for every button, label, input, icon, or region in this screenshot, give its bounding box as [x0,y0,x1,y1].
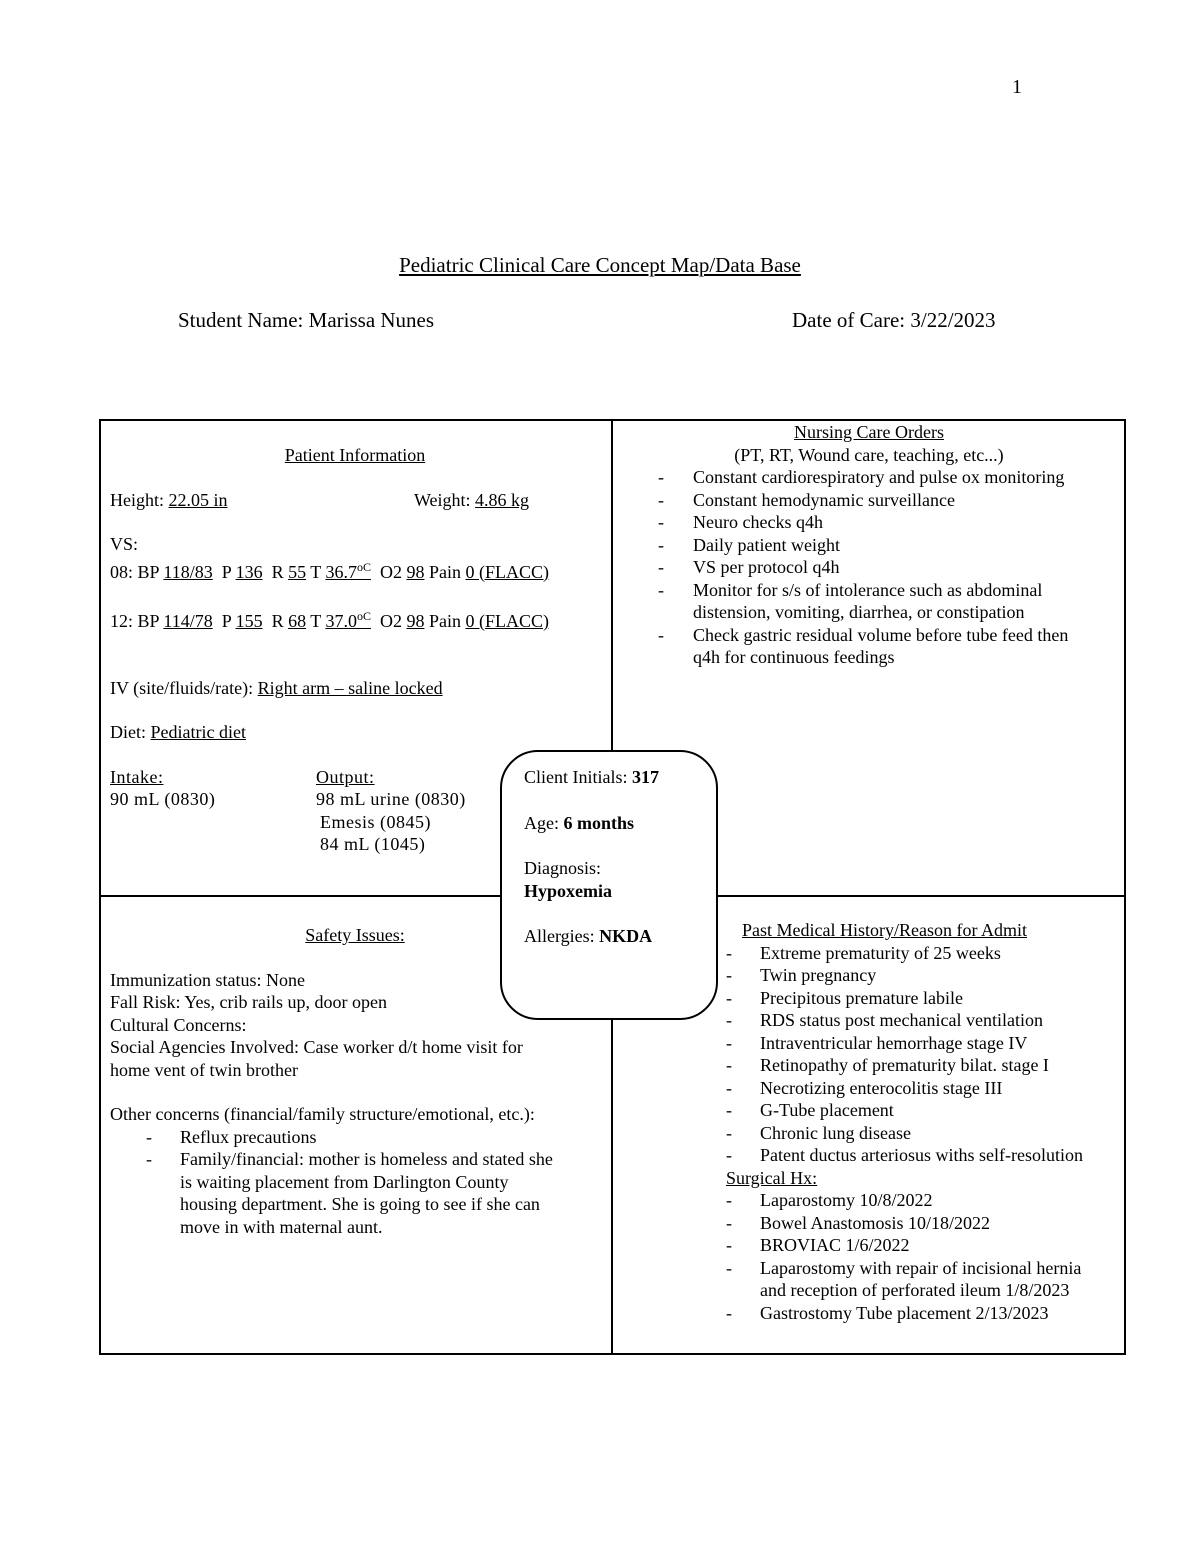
vitals-row-1200: 12: BP 114/78 P 155 R 68 T $37.0^{oC}$ O2 98 Pain 0 (FLACC) [110,609,549,631]
client-diagnosis-value: Hypoxemia [524,880,612,901]
list-item-text: Neuro checks q4h [693,512,823,532]
vitals-resp: 68 [288,611,307,631]
list-item: - Laparostomy with repair of incisional hernia and reception of perforated ileum 1/8/2023 [726,1257,1122,1302]
output-label: Output: [316,766,375,787]
list-item: - Check gastric residual volume before tube feed then q4h for continuous feedings [658,624,1123,669]
height-weight-row [110,489,600,512]
weight [414,489,529,512]
list-item-text: RDS status post mechanical ventilation [760,1010,1043,1030]
vitals-o2: 98 [406,611,425,631]
date-of-care [792,308,996,333]
list-item-text: Intraventricular hemorrhage stage IV [760,1032,1028,1053]
diet-label: Diet: [110,722,146,742]
output-line: Emesis (0845) [320,811,431,832]
client-allergies [524,925,716,948]
list-item: - Twin pregnancy [726,964,1122,987]
intake-line: 90 mL (0830) [110,789,216,809]
student-name-value: Marissa Nunes [308,308,435,332]
list-item-text: Family/financial: mother is homeless and stated she [180,1149,553,1169]
weight-label: Weight: [414,489,471,510]
vitals-pulse: 155 [235,611,263,631]
list-item: - Constant hemodynamic surveillance [658,489,1123,512]
page-title: Pediatric Clinical Care Concept Map/Data Base [399,253,801,277]
student-name [178,308,434,333]
weight-value: 4.86 kg [475,489,530,510]
list-item-text: Bowel Anastomosis 10/18/2022 [760,1212,991,1233]
other-concerns-label: Other concerns (financial/family structure/emotional, etc.): [110,1104,535,1124]
client-diagnosis-label: Diagnosis: [524,858,602,878]
list-item-text: Reflux precautions [180,1126,317,1147]
diet-value: Pediatric diet [150,722,246,742]
list-item: - Daily patient weight [658,534,1123,557]
list-item: - Neuro checks q4h [658,511,1123,534]
list-item-text: housing department. She is going to see if she can [180,1194,540,1214]
list-item: - Bowel Anastomosis 10/18/2022 [726,1212,1122,1235]
output [316,766,466,856]
list-item-text: Gastrostomy Tube placement 2/13/2023 [760,1302,1049,1323]
list-item-text: Precipitous premature labile [760,987,963,1008]
list-item-text: Laparostomy with repair of incisional hernia [760,1257,1082,1278]
list-item: - Necrotizing enterocolitis stage III [726,1077,1122,1100]
vitals-temp: 37.0 [325,611,357,631]
list-item: - Laparostomy 10/8/2022 [726,1189,1122,1212]
output-line: 84 mL (1045) [320,834,426,854]
client-age [524,812,716,835]
vitals-bp: 114/78 [163,611,213,631]
list-item: - Intraventricular hemorrhage stage IV [726,1032,1122,1055]
nursing-orders-section [615,421,1123,669]
list-item: - Precipitous premature labile [726,987,1122,1010]
list-item-text: q4h for continuous feedings [693,647,895,667]
history-section [726,919,1122,1324]
list-item-text: Twin pregnancy [760,965,877,985]
vitals-pain: 0 (FLACC) [465,561,549,582]
list-item: - Chronic lung disease [726,1122,1122,1145]
vitals-row-0800: 08: BP 118/83 P 136 R 55 T $36.7^{oC}$ O2 98 Pain 0 (FLACC) [110,559,549,582]
client-age-value: 6 months [563,812,635,833]
list-item-text: Daily patient weight [693,534,840,555]
vitals-resp: 55 [288,561,307,582]
iv-label: IV (site/fluids/rate): [110,677,254,698]
list-item: - Extreme prematurity of 25 weeks [726,942,1122,965]
list-item: - Retinopathy of prematurity bilat. stage I [726,1054,1122,1077]
surgical-hx-label: Surgical Hx: [726,1167,818,1188]
list-item-text: distension, vomiting, diarrhea, or constipation [693,602,1025,622]
date-of-care-label: Date of Care: [792,308,906,332]
client-info-box [500,750,718,1020]
surgical-hx-list [726,1189,1122,1324]
safety-line: home vent of twin brother [110,1059,298,1080]
list-item-text: Retinopathy of prematurity bilat. stage I [760,1055,1049,1075]
nursing-orders-subheading: (PT, RT, Wound care, teaching, etc...) [734,444,1004,465]
height-label: Height: [110,489,164,510]
vitals-bp: 118/83 [163,561,213,582]
history-list [726,942,1122,1167]
list-item: - Reflux precautions [146,1126,605,1149]
safety-line: Cultural Concerns: [110,1014,247,1035]
vitals-pulse: 136 [235,561,263,582]
list-item: - Constant cardiorespiratory and pulse ox monitoring [658,466,1123,489]
height-value: 22.05 in [168,489,228,510]
vitals-pain: 0 (FLACC) [465,611,549,631]
list-item: - G-Tube placement [726,1099,1122,1122]
list-item-text: Extreme prematurity of 25 weeks [760,942,1001,963]
student-name-label: Student Name: [178,308,304,332]
client-initials-value: 317 [632,767,659,787]
page-number: 1 [1012,76,1022,98]
list-item-text: Chronic lung disease [760,1122,911,1143]
patient-info-heading: Patient Information [284,445,426,465]
list-item-text: is waiting placement from Darlington County [180,1171,509,1192]
date-of-care-value: 3/22/2023 [910,308,996,332]
vitals-time: 12: [110,611,134,631]
safety-line: Immunization status: None [110,969,305,990]
intake-label: Intake: [110,766,164,787]
vs-label: VS: [110,534,139,554]
list-item-text: G-Tube placement [760,1100,894,1120]
iv-value: Right arm – saline locked [257,677,443,698]
other-concerns-list [146,1126,605,1239]
client-allergies-value: NKDA [599,926,653,946]
list-item: - VS per protocol q4h [658,556,1123,579]
list-item-text: Necrotizing enterocolitis stage III [760,1077,1003,1098]
vitals-temp: 36.7 [325,561,357,582]
client-allergies-label: Allergies: [524,926,595,946]
list-item-text: Monitor for s/s of intolerance such as abdominal [693,579,1043,600]
safety-line: Fall Risk: Yes, crib rails up, door open [110,992,387,1012]
output-line: 98 mL urine (0830) [316,789,466,809]
nursing-orders-heading: Nursing Care Orders [794,422,944,442]
intake [110,766,215,811]
list-item-text: Laparostomy 10/8/2022 [760,1190,933,1210]
client-initials [524,766,716,789]
list-item: - Gastrostomy Tube placement 2/13/2023 [726,1302,1122,1325]
list-item-text: BROVIAC 1/6/2022 [760,1235,910,1255]
list-item-text: Constant cardiorespiratory and pulse ox monitoring [693,467,1065,487]
list-item: - Patent ductus arteriosus withs self-resolution [726,1144,1122,1167]
safety-heading: Safety Issues: [305,925,405,945]
list-item-text: Check gastric residual volume before tube feed then [693,624,1069,645]
list-item: - Monitor for s/s of intolerance such as abdominal distension, vomiting, diarrhea, or constipation [658,579,1123,624]
list-item: - BROVIAC 1/6/2022 [726,1234,1122,1257]
safety-line: Social Agencies Involved: Case worker d/t home visit for [110,1037,523,1057]
history-heading: Past Medical History/Reason for Admit [742,920,1027,940]
list-item: - RDS status post mechanical ventilation [726,1009,1122,1032]
iv-row [110,677,600,700]
list-item-text: Constant hemodynamic surveillance [693,489,955,510]
nursing-orders-list [658,466,1123,669]
client-initials-label: Client Initials: [524,767,628,787]
vitals-time: 08: [110,561,134,582]
list-item-text: VS per protocol q4h [693,557,840,577]
diet-row [110,721,600,744]
vitals-o2: 98 [406,561,425,582]
client-age-label: Age: [524,812,559,833]
list-item: - Family/financial: mother is homeless and stated she is waiting placement from Darlington County housing department. She is going to see if she can move in with maternal aunt. [146,1148,605,1238]
list-item-text: Patent ductus arteriosus withs self-resolution [760,1145,1083,1165]
list-item-text: move in with maternal aunt. [180,1216,383,1237]
list-item-text: and reception of perforated ileum 1/8/2023 [760,1280,1070,1300]
